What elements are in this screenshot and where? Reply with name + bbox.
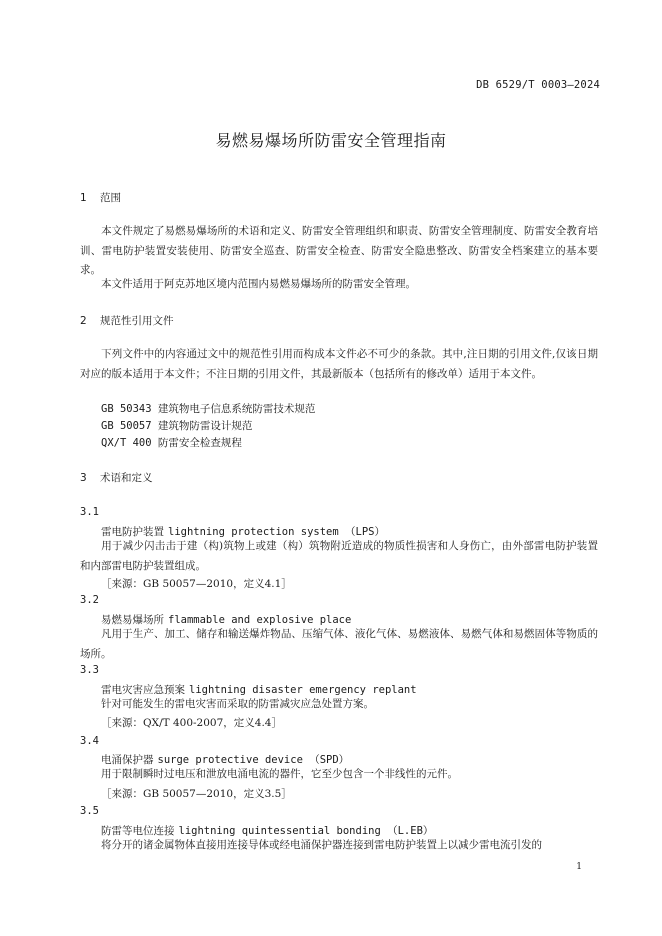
term-source: ［来源：GB 50057—2010，定义4.1］ — [101, 578, 292, 590]
section-1-heading — [80, 190, 121, 205]
term-chinese: 雷电防护装置 — [101, 526, 164, 538]
section-number: 2 — [80, 315, 87, 327]
term-number: 3.2 — [80, 594, 99, 606]
term-chinese: 防雷等电位连接 — [101, 825, 175, 837]
definition-text: 将分开的诸金属物体直接用连接导体或经电涌保护器连接到雷电防护装置上以减少雷电流引发的 — [101, 839, 542, 851]
scope-paragraph-2 — [80, 275, 598, 295]
section-title: 范围 — [100, 192, 121, 204]
section-number: 1 — [80, 192, 87, 204]
term-english: lightning disaster emergency replant — [189, 684, 417, 696]
page-number: 1 — [576, 862, 582, 872]
definition-text: 针对可能发生的雷电灾害而采取的防雷减灾应急处置方案。 — [101, 698, 374, 710]
standard-code: DB 6529/T 0003—2024 — [476, 79, 600, 91]
term-english: lightning protection system （LPS） — [168, 526, 385, 538]
term-number: 3.4 — [80, 735, 99, 747]
section-title: 规范性引用文件 — [100, 315, 174, 327]
reference-item: GB 50343 建筑物电子信息系统防雷技术规范 — [101, 403, 316, 415]
term-chinese: 雷电灾害应急预案 — [101, 684, 185, 696]
section-title: 术语和定义 — [100, 472, 153, 484]
paragraph-text: 下列文件中的内容通过文中的规范性引用而构成本文件必不可少的条款。其中,注日期的引用文件,仅该日期对应的版本适用于本文件；不注日期的引用文件，其最新版本（包括所有的修改单）适用于本文件。 — [80, 348, 598, 380]
term-number: 3.1 — [80, 506, 99, 518]
term-definition — [80, 695, 598, 715]
term-definition — [80, 537, 598, 576]
term-source: ［来源：QX/T 400-2007，定义4.4］ — [101, 717, 282, 729]
section-number: 3 — [80, 472, 87, 484]
document-title: 易燃易爆场所防雷安全管理指南 — [215, 131, 447, 150]
term-definition — [80, 765, 598, 785]
scope-paragraph-1 — [80, 222, 598, 281]
term-definition — [80, 836, 598, 856]
section-3-heading — [80, 470, 153, 485]
definition-text: 用于减少闪击击于建（构)筑物上或建（构）筑物附近造成的物质性损害和人身伤亡，由外部雷电防护装置和内部雷电防护装置组成。 — [80, 540, 598, 572]
paragraph-text: 本文件适用于阿克苏地区境内范围内易燃易爆场所的防雷安全管理。 — [101, 278, 416, 290]
reference-item: QX/T 400 防雷安全检查规程 — [101, 437, 242, 449]
term-source: ［来源：GB 50057—2010，定义3.5］ — [101, 788, 292, 800]
section-2-heading — [80, 313, 174, 328]
definition-text: 凡用于生产、加工、储存和输送爆炸物品、压缩气体、液化气体、易燃液体、易燃气体和易燃固体等物质的场所。 — [80, 628, 598, 660]
term-chinese: 电涌保护器 — [101, 754, 154, 766]
term-number: 3.5 — [80, 805, 99, 817]
normative-refs-paragraph — [80, 345, 598, 384]
term-number: 3.3 — [80, 664, 99, 676]
term-definition — [80, 625, 598, 664]
paragraph-text: 本文件规定了易燃易爆场所的术语和定义、防雷安全管理组织和职责、防雷安全管理制度、防雷安全教育培训、雷电防护装置安装使用、防雷安全巡查、防雷安全检查、防雷安全隐患整改、防雷安全档案建立的基本要求。 — [80, 225, 598, 277]
term-english: flammable and explosive place — [168, 614, 352, 626]
term-chinese: 易燃易爆场所 — [101, 614, 164, 626]
definition-text: 用于限制瞬时过电压和泄放电涌电流的器件，它至少包含一个非线性的元件。 — [101, 768, 458, 780]
reference-item: GB 50057 建筑物防雷设计规范 — [101, 420, 253, 432]
term-english: surge protective device （SPD） — [157, 754, 350, 766]
term-english: lightning quintessential bonding （L.EB） — [178, 825, 434, 837]
